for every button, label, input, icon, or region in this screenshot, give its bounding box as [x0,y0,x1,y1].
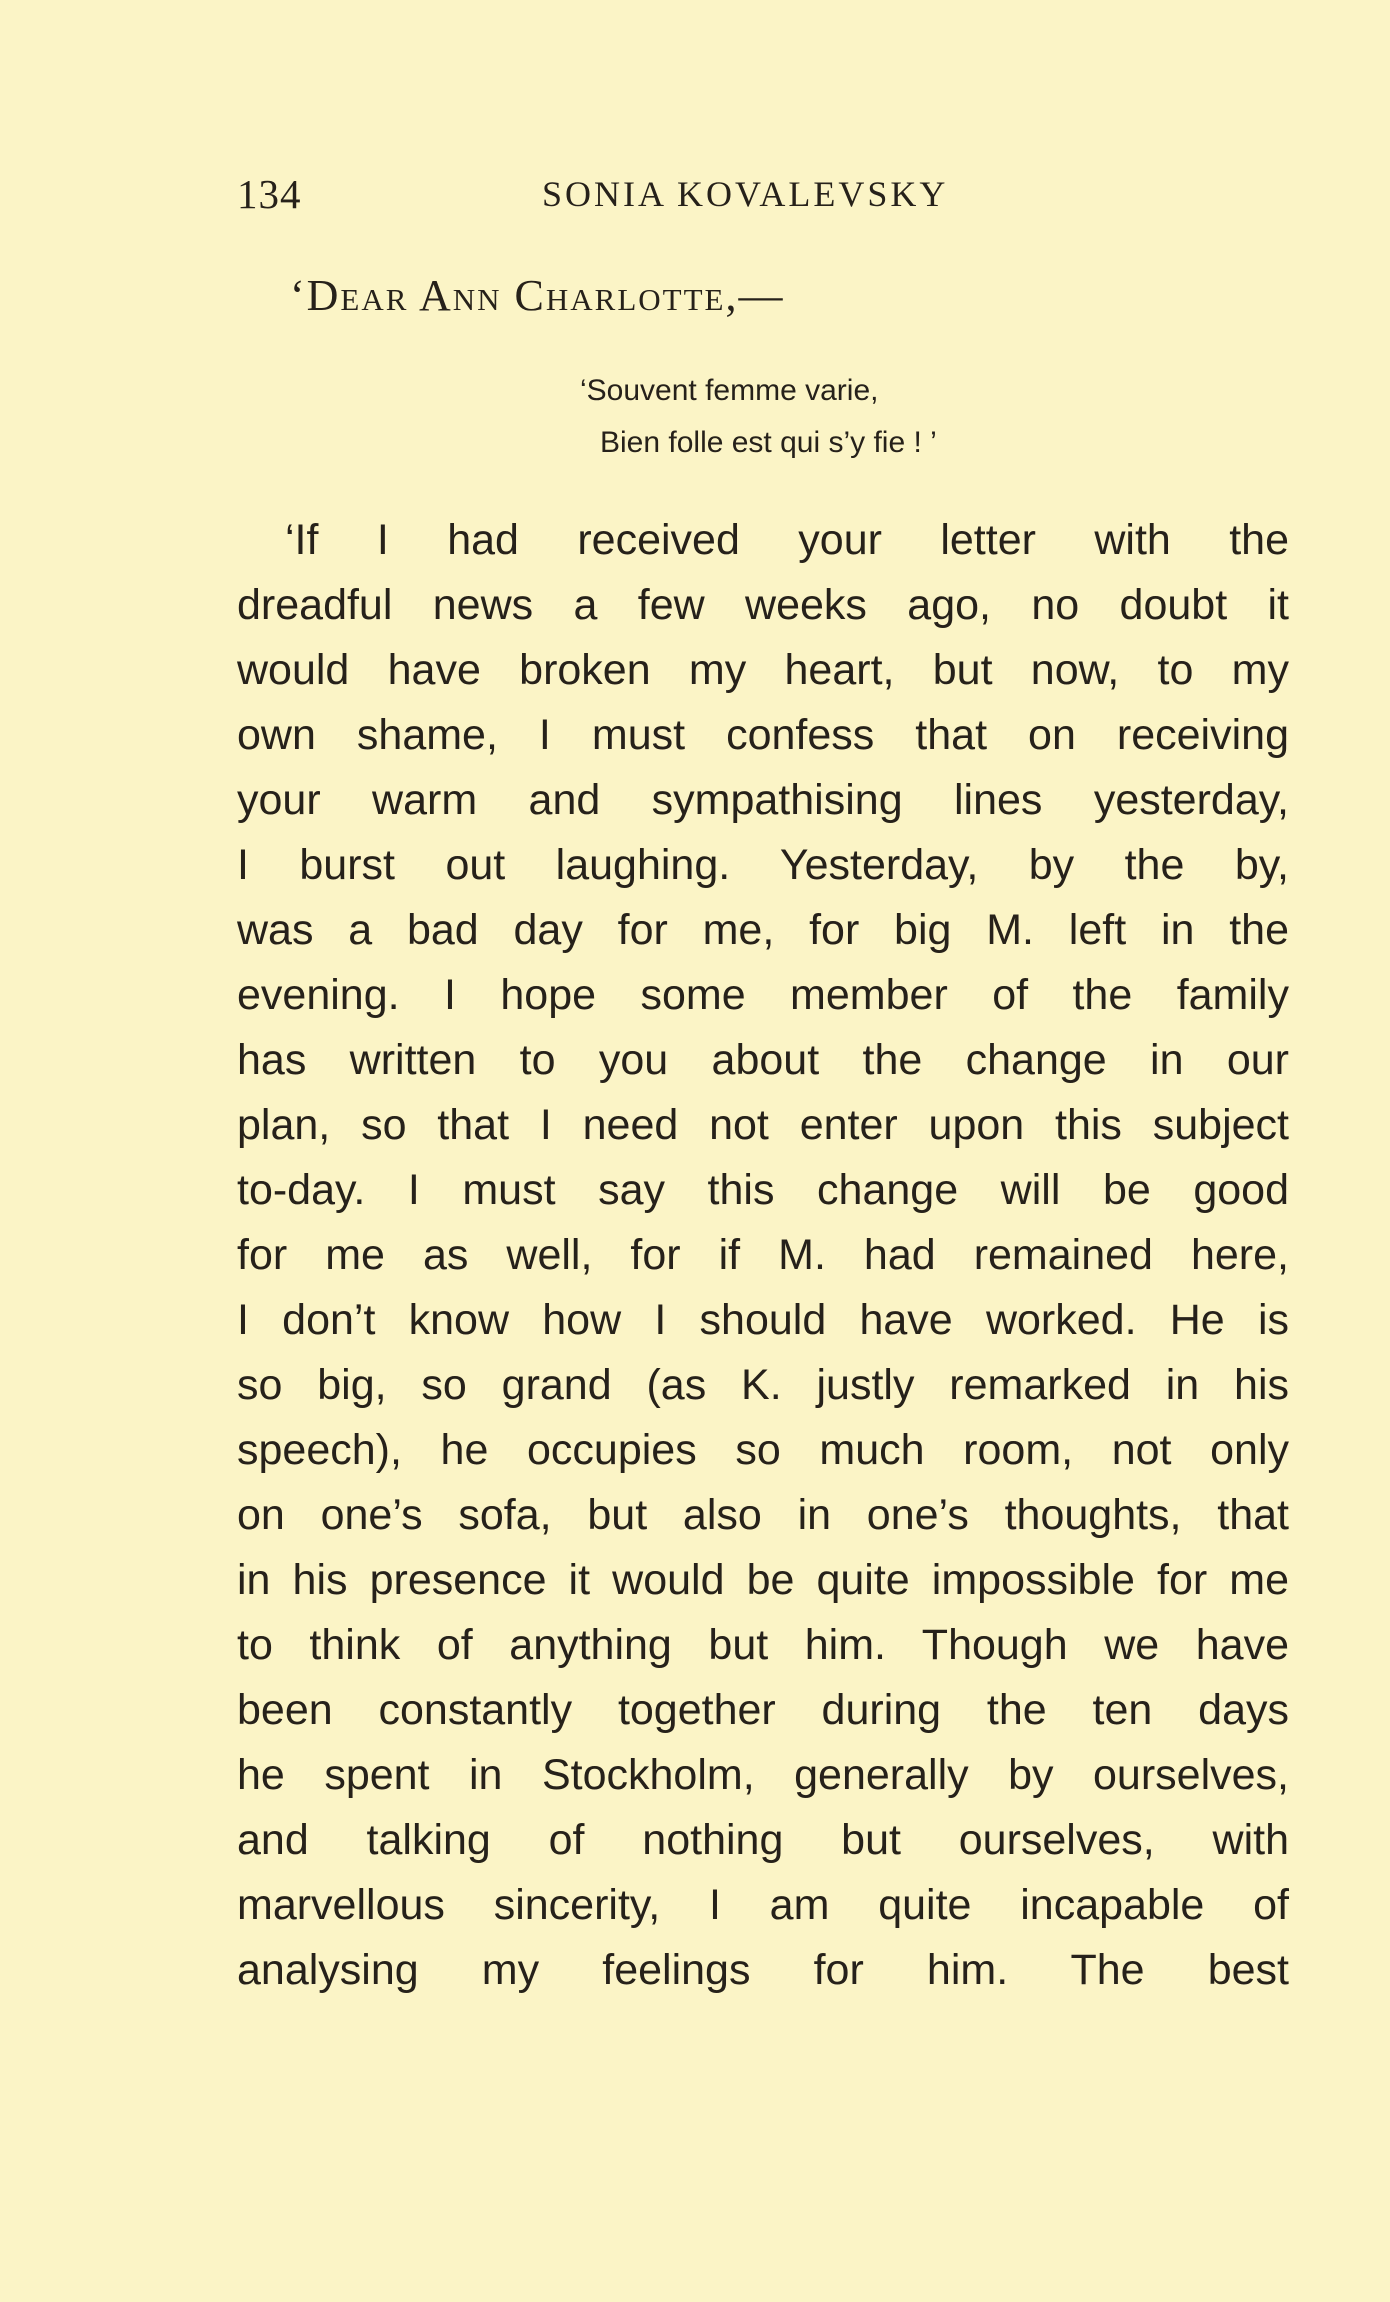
text-line: analysing my feelings for him. The best [237,1946,1289,1994]
text-line: on one’s sofa, but also in one’s thoughts, that [237,1491,1289,1539]
text-line: plan, so that I need not enter upon this subject [237,1101,1289,1149]
epigraph [580,365,1060,469]
text-line: has written to you about the change in our [237,1036,1289,1084]
text-line: been constantly together during the ten days [237,1686,1289,1734]
epigraph-line: ‘Souvent femme varie, [580,374,879,407]
body-paragraph [237,508,1289,2003]
text-line: would have broken my heart, but now, to my [237,646,1289,694]
epigraph-line: Bien folle est qui s’y fie ! ’ [600,426,937,459]
text-line: he spent in Stockholm, generally by ourselves, [237,1751,1289,1799]
text-line: evening. I hope some member of the family [237,971,1289,1019]
letter-salutation: ‘Dear Ann Charlotte,— [290,271,785,320]
text-line: your warm and sympathising lines yesterday, [237,776,1289,824]
text-line: to-day. I must say this change will be good [237,1166,1289,1214]
text-line: speech), he occupies so much room, not only [237,1426,1289,1474]
text-line: ‘If I had received your letter with the [285,516,1289,564]
running-head [237,168,1289,220]
text-line: was a bad day for me, for big M. left in the [237,906,1289,954]
text-line: dreadful news a few weeks ago, no doubt it [237,581,1289,629]
text-line: I don’t know how I should have worked. He is [237,1296,1289,1344]
text-line: to think of anything but him. Though we have [237,1621,1289,1669]
page-number: 134 [237,171,302,217]
text-line: and talking of nothing but ourselves, with [237,1816,1289,1864]
text-line: for me as well, for if M. had remained here, [237,1231,1289,1279]
text-line: own shame, I must confess that on receiving [237,711,1289,759]
running-title: SONIA KOVALEVSKY [542,174,949,214]
text-line: so big, so grand (as K. justly remarked in his [237,1361,1289,1409]
text-line: in his presence it would be quite impossible for me [237,1556,1289,1604]
text-line: marvellous sincerity, I am quite incapable of [237,1881,1289,1929]
text-line: I burst out laughing. Yesterday, by the by, [237,841,1289,889]
